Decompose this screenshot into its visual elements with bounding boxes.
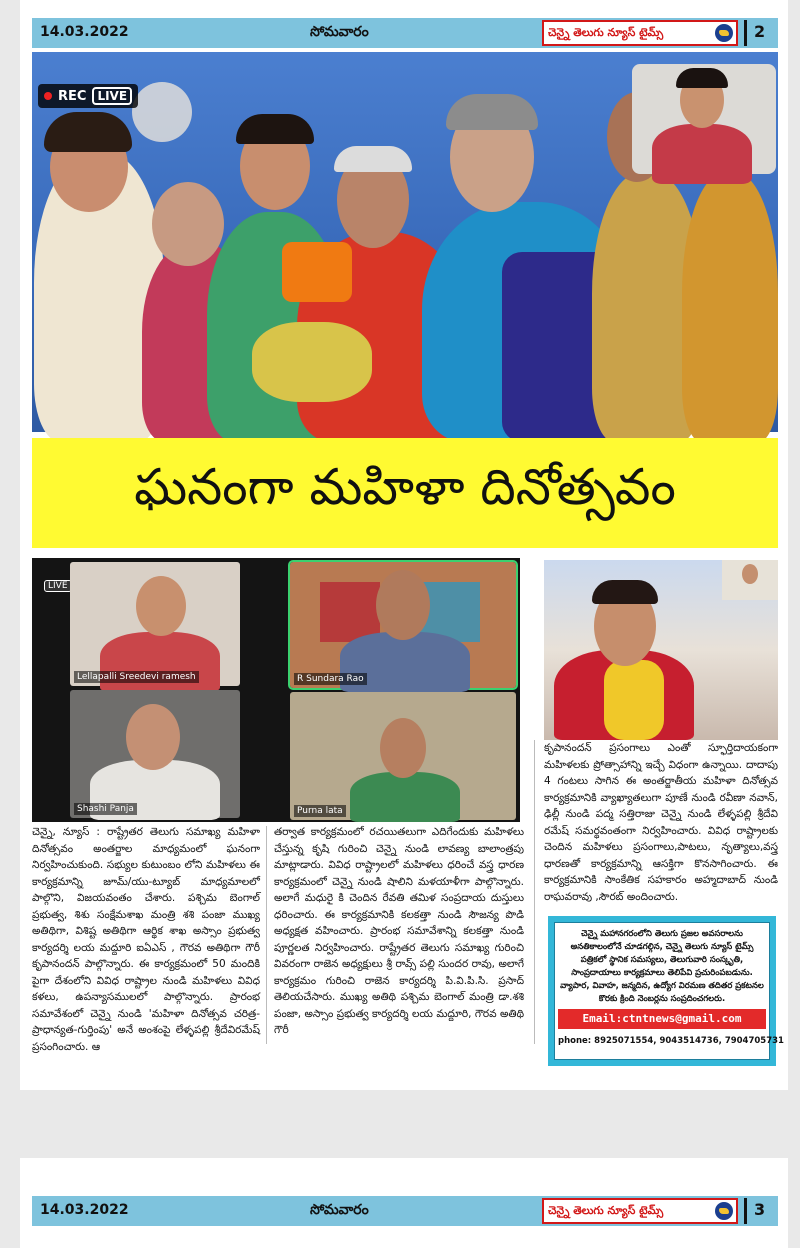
divider <box>744 20 747 46</box>
hair-5 <box>446 94 538 130</box>
participant-tile <box>290 692 516 820</box>
live-badge: LIVE <box>92 87 132 105</box>
speaker-photo <box>544 560 778 740</box>
newspaper-page-next <box>20 1158 788 1248</box>
recording-indicator <box>38 84 138 108</box>
video-call-grid <box>32 558 520 822</box>
brand-logo-icon <box>715 1202 733 1220</box>
participant-name: Purna lata <box>294 805 346 817</box>
column-divider <box>534 740 535 1044</box>
participant-tile <box>70 562 240 686</box>
participant-name: Lellapalli Sreedevi ramesh <box>74 671 199 683</box>
article-column-3: కృపానందన్ ప్రసంగాలు ఎంతో స్ఫూర్తిదాయకంగా మహిళలకు ప్రోత్సాహాన్ని ఇచ్చే విధంగా ఉన్నాయి. దాదాపు 4 గంటలు సాగిన ఈ అంతర్జాతీయ మహిళా దినోత్సవ కార్యక్రమానికి వ్యాఖ్యాతలుగా పూణే నుండి రవీణా నవాన్, ఢిల్లీ నుండి పద్మ సత్తిరాజు చెన్నై నుండి లేళ్ళపల్లి శ్రీదేవి రమేష్ సమర్థవంతంగా నిర్వహించారు. వివిధ రాష్ట్రాలకు చెందిన మహిళలు ప్రసంగాలు,పాటలు, నృత్యాలు,వస్త్ర ధారణతో కార్యక్రమాన్ని ఆసక్తిగా కొనసాగించారు. ఈ కార్యక్రమానికి సాంకేతిక సహకారం అహ్మదాబాద్ నుండి రాఘవరావు ,సౌరబ్ అందించారు. <box>544 742 778 903</box>
page-number: 3 <box>754 1200 766 1219</box>
page-number: 2 <box>754 22 766 41</box>
record-dot-icon <box>44 92 52 100</box>
participant-body <box>100 632 220 692</box>
masthead-brand <box>542 1198 738 1224</box>
brand-name: చెన్నై తెలుగు న్యూస్ టైమ్స్ <box>548 26 664 39</box>
hair-3 <box>236 114 314 144</box>
live-badge: LIVE <box>44 580 72 592</box>
video-inset <box>632 64 776 174</box>
video-inset <box>722 560 778 600</box>
article-column-2: తర్వాత కార్యక్రమంలో రచయితలుగా ఎదిగేందుకు మహిళలు చేస్తున్న కృషి గురించి చెన్నై నుండి లావణ్య బాలాంత్రపు మాట్లాడారు. వివిధ రాష్ట్రాలలో మహిళలు ధరించే వస్త్ర ధారణ కార్యక్రమంలో చెన్నై నుండి షాలిని మళయాళీగా పాల్గొన్నారు. అలాగే మధురై కి చెందిన రేవతి తమిళ సంప్రదాయ దుస్తులు ధరించారు. ఈ కార్యక్రమానికి కలకత్తా నుండి సౌజన్య పొడి అధ్యక్షత వహించారు. ప్రారంభ సమావేశాన్ని కలకత్తా నుండి పూర్ణలత నిర్వహించారు. రాష్ట్రేతర తెలుగు సమాఖ్య గురించి వివరంగా రాజెన అధ్యక్షులు శ్రీ రావ్స్ పల్లి సుందర రావు, అలాగే కార్యక్రమం గురించి రాజెన కార్యదర్శి పి.వి.పి.సి. ప్రసాద్ తెలియచేసారు. ముఖ్య అతిథి పశ్చిమ బెంగాల్ మంత్రి డా.శశి పంజా, అస్సాం ప్రభుత్వ కార్యదర్శి లయ మద్దూరి, గౌరవ అతిథి గౌరీ <box>274 826 524 1036</box>
participant-face <box>126 704 180 770</box>
page-header <box>32 18 778 48</box>
headline: ఘనంగా మహిళా దినోత్సవం <box>134 457 676 516</box>
column-divider <box>266 826 267 1044</box>
issue-day: సోమవారం <box>310 24 369 40</box>
participant-tile-active <box>290 562 516 688</box>
hair-1 <box>44 112 132 152</box>
ad-email: Email:ctntnews@gmail.com <box>558 1009 766 1029</box>
issue-date: 14.03.2022 <box>40 24 129 40</box>
advertisement-box <box>548 916 784 1066</box>
hair-4 <box>334 146 412 172</box>
inset-hair <box>676 68 728 88</box>
issue-date: 14.03.2022 <box>40 1202 129 1218</box>
brand-logo-icon <box>715 24 733 42</box>
person-7 <box>682 172 778 442</box>
participant-name: R Sundara Rao <box>294 673 367 685</box>
inset-person <box>652 124 752 184</box>
flower-bouquet <box>252 322 372 402</box>
participant-face <box>376 570 430 640</box>
inset-face <box>742 564 758 584</box>
article-column-1: చెన్నై, న్యూస్ : రాష్ట్రేతర తెలుగు సమాఖ్య మహిళా దినోత్సవం అంతర్జాల మాధ్యమంలో ఘనంగా నిర్వహించుకుంది. సభ్యుల కుటుంబం లోని మహిళలు ఈ కార్యక్రమాన్ని జూమ్/యు-ట్యూబ్ మాధ్యమాలలో పాల్గొని, విజయవంతం చేశారు. పశ్చిమ బెంగాల్ ప్రభుత్వ, శిశు సంక్షేమశాఖ మంత్రి శశి పంజా ముఖ్య అతిథిగా, విశిష్ట అతిథిగా ఆర్థిక శాఖ అస్సాం ప్రభుత్వ కార్యదర్శి లయ మద్దూరి ఐఏఎస్ , గౌరవ అతిథిగా గౌరీ కృపానందన్ పాల్గొన్నారు. ఈ కార్యక్రమంలో 50 మందికి పైగా దేశంలోని వివిధ రాష్ట్రాల నుండి మహిళలు వివిధ కళలు, ఉపన్యాసములలో పాల్గొన్నారు. ప్రారంభ సమావేశంలో చెన్నై నుండి 'మహిళా దినోత్సవ చరిత్ర-ప్రాధాన్యత-గుర్తింపు' అనే అంశంపై లేళ్ళపల్లి శ్రీదేవిరమేష్ ప్రసంగించారు. ఆ <box>32 826 260 1053</box>
face-2 <box>152 182 224 266</box>
newspaper-page <box>20 0 788 1090</box>
speaker-hair <box>592 580 658 604</box>
participant-face <box>380 718 426 778</box>
saree-border <box>604 660 664 740</box>
brand-name: చెన్నై తెలుగు న్యూస్ టైమ్స్ <box>548 1204 664 1217</box>
rec-label: REC <box>58 88 87 104</box>
ad-phone: phone: 8925071554, 9043514736, 7904705731 <box>558 1036 784 1046</box>
divider <box>744 1198 747 1224</box>
ad-inner <box>554 922 784 1060</box>
ad-text: చెన్నై మహానగరంలోని తెలుగు ప్రజల అవసరాలను అనతికాలంలోనే చూడగల్గిన, చెన్నై తెలుగు న్యూస్ టైమ్స్ పత్రికలో స్థానిక సమస్యలు, తెలుగువారి సంస్కృతి, సాంప్రదాయాలు కార్యక్రమాలు తెలిపేవి ప్రచురింపబడును. వ్యాపార, వివాహ, జన్మదిన, ఉద్యోగ విరమణ తదితర ప్రకటనల కొరకు క్రింది నెంబర్లను సంప్రదించగలరు. <box>560 928 764 1003</box>
page-header <box>32 1196 778 1226</box>
orange-fabric <box>282 242 352 302</box>
participant-name: Shashi Panja <box>74 803 137 815</box>
participant-body <box>350 772 460 822</box>
wall-lamp <box>132 82 192 142</box>
masthead-brand <box>542 20 738 46</box>
participant-face <box>136 576 186 636</box>
group-photo <box>32 52 778 432</box>
headline-banner <box>32 438 778 548</box>
issue-day: సోమవారం <box>310 1202 369 1218</box>
participant-tile <box>70 690 240 818</box>
